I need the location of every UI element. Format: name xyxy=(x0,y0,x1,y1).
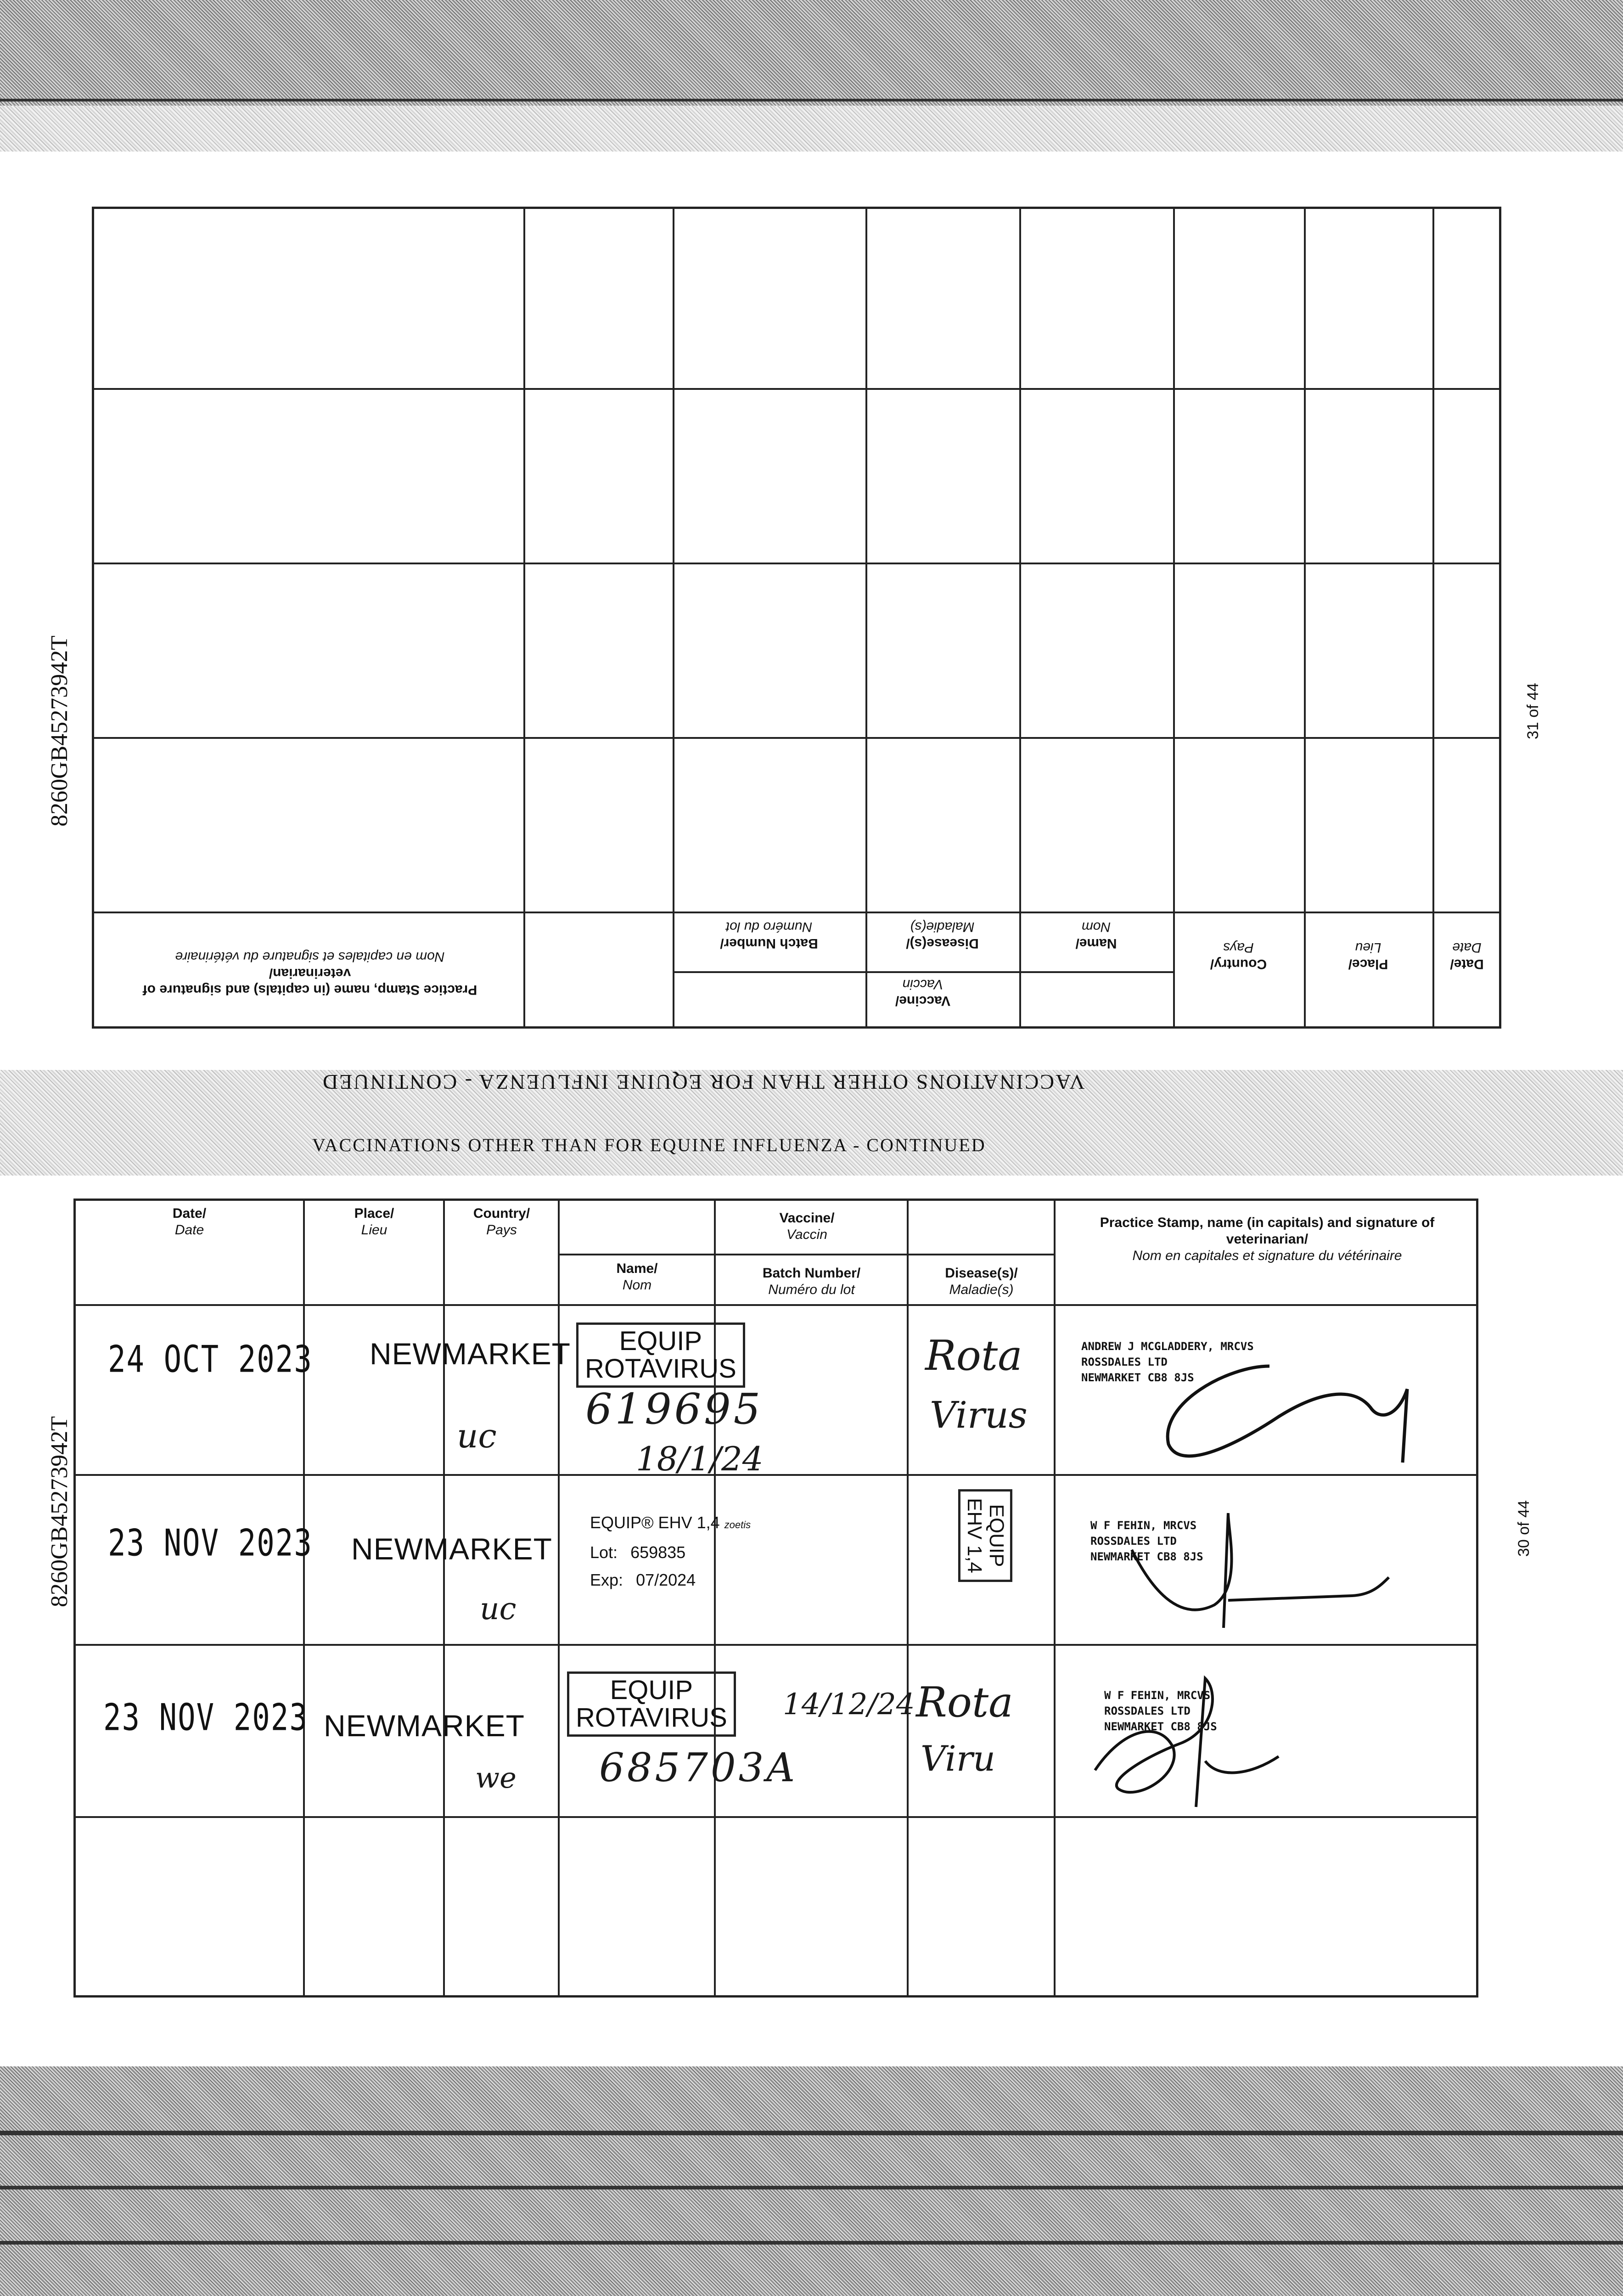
table-col-divider xyxy=(303,1201,305,1995)
header-practice-label: Practice Stamp, name (in capitals) and signature of veterinarian/ xyxy=(142,966,477,997)
row1-batch-number: 619695 xyxy=(585,1384,764,1434)
table-row-divider xyxy=(76,1816,1476,1818)
header-place xyxy=(1306,939,1430,972)
header-batch-label: Batch Number/ xyxy=(762,1266,861,1281)
header-date-label: Date/ xyxy=(1450,957,1484,972)
row3-vaccine-name-line1: EQUIP xyxy=(610,1675,693,1705)
scan-line xyxy=(0,99,1623,101)
table-row-divider xyxy=(94,563,1499,564)
row1-disease-line2: Virus xyxy=(930,1394,1028,1436)
header-vaccine-label: Vaccine/ xyxy=(895,993,951,1008)
row1-vaccine-name-stamp xyxy=(576,1322,745,1388)
row1-vet-signature xyxy=(1077,1339,1453,1476)
scan-line xyxy=(0,2186,1623,2189)
row2-vaccine-name xyxy=(590,1513,751,1532)
table-row-divider xyxy=(76,1644,1476,1646)
table-row-divider xyxy=(94,388,1499,390)
row1-date-stamp: 24 OCT 2023 xyxy=(108,1339,313,1381)
row3-date-stamp: 23 NOV 2023 xyxy=(103,1697,308,1739)
header-disease xyxy=(909,1265,1054,1298)
header-place-label: Place/ xyxy=(1348,957,1388,972)
header-date xyxy=(76,1205,303,1238)
row2-exp xyxy=(590,1570,696,1590)
row3-disease-line1: Rota xyxy=(916,1678,1013,1727)
document-id-bottom: 8260GB45273942T xyxy=(46,1416,73,1607)
page-number-bottom: 30 of 44 xyxy=(1515,1500,1533,1557)
table-row-divider xyxy=(94,737,1499,739)
row3-vet-stamp-line1: W F FEHIN, MRCVS xyxy=(1104,1689,1211,1702)
header-practice xyxy=(1058,1215,1476,1264)
header-batch xyxy=(716,1265,907,1298)
header-disease xyxy=(868,918,1017,951)
row2-vet-signature xyxy=(1077,1495,1444,1642)
bottom-vaccination-table xyxy=(73,1199,1478,1998)
section-title-upside-down: VACCINATIONS OTHER THAN FOR EQUINE INFLUENZA - CONTINUED xyxy=(321,1070,1085,1094)
table-col-divider xyxy=(523,209,525,1026)
table-col-divider xyxy=(907,1201,909,1995)
row1-vet-stamp-line2: ROSSDALES LTD xyxy=(1081,1356,1168,1368)
header-name-label: Name/ xyxy=(1075,936,1117,951)
top-vaccination-table xyxy=(92,207,1501,1029)
row2-disease-stamp xyxy=(958,1489,1012,1582)
row2-exp-label: Exp: xyxy=(590,1570,623,1589)
table-row-divider xyxy=(94,912,1499,913)
header-practice-fr: Nom en capitales et signature du vétérinaire xyxy=(1132,1248,1402,1263)
row2-disease-stamp-line1: EQUIP xyxy=(985,1504,1008,1567)
document-id-top: 8260GB45273942T xyxy=(46,636,73,827)
table-subheader-divider xyxy=(673,971,1173,973)
row1-disease-line1: Rota xyxy=(925,1332,1022,1380)
header-batch xyxy=(675,918,863,951)
header-country-label: Country/ xyxy=(1210,957,1267,972)
row3-vet-stamp-line3: NEWMARKET CB8 8JS xyxy=(1104,1720,1217,1733)
row3-disease-line2: Viru xyxy=(921,1738,996,1779)
table-col-divider xyxy=(673,209,674,1026)
row3-place-note: we xyxy=(475,1761,517,1795)
header-disease-fr: Maladie(s) xyxy=(949,1282,1014,1297)
table-row-divider xyxy=(76,1304,1476,1306)
row3-batch-number: 685703A xyxy=(599,1745,798,1791)
header-practice-fr: Nom en capitales et signature du vétérinaire xyxy=(175,949,445,964)
table-col-divider xyxy=(1054,1201,1056,1995)
table-col-divider xyxy=(714,1201,716,1995)
header-name-label: Name/ xyxy=(616,1261,658,1276)
header-date-fr: Date xyxy=(174,1222,204,1238)
header-name-fr: Nom xyxy=(622,1277,652,1293)
row2-vet-stamp-line2: ROSSDALES LTD xyxy=(1090,1535,1177,1548)
scan-line xyxy=(0,2241,1623,2245)
header-place-fr: Lieu xyxy=(361,1222,387,1238)
row2-place-stamp: NEWMARKET xyxy=(351,1532,552,1566)
row2-place-note: uc xyxy=(480,1591,517,1626)
header-country-label: Country/ xyxy=(473,1206,530,1221)
header-country-fr: Pays xyxy=(1223,940,1254,955)
header-practice-label: Practice Stamp, name (in capitals) and signature of veterinarian/ xyxy=(1100,1215,1435,1247)
table-col-divider xyxy=(865,209,867,1026)
header-batch-fr: Numéro du lot xyxy=(768,1282,855,1297)
header-name xyxy=(1022,918,1171,951)
table-col-divider xyxy=(1432,209,1434,1026)
row1-vet-stamp-line1: ANDREW J MCGLADDERY, MRCVS xyxy=(1081,1340,1254,1353)
header-date-label: Date/ xyxy=(172,1206,207,1221)
table-subheader-divider xyxy=(558,1254,1054,1255)
table-col-divider xyxy=(1019,209,1021,1026)
row1-place-stamp: NEWMARKET xyxy=(370,1337,571,1371)
row3-vaccine-name-stamp xyxy=(567,1671,736,1737)
row1-place-note: uc xyxy=(457,1417,497,1455)
table-col-divider xyxy=(1304,209,1306,1026)
row2-lot xyxy=(590,1543,685,1562)
row2-lot-label: Lot: xyxy=(590,1543,618,1562)
scan-line xyxy=(0,2131,1623,2135)
header-disease-label: Disease(s)/ xyxy=(945,1266,1018,1281)
header-vaccine xyxy=(675,976,1171,1009)
page-number-top: 31 of 44 xyxy=(1524,683,1542,739)
section-title: VACCINATIONS OTHER THAN FOR EQUINE INFLUENZA - CONTINUED xyxy=(312,1135,986,1155)
header-disease-fr: Maladie(s) xyxy=(910,919,975,934)
row1-vaccine-name-line2: ROTAVIRUS xyxy=(585,1354,736,1384)
header-place-label: Place/ xyxy=(354,1206,394,1221)
row3-vet-stamp-line2: ROSSDALES LTD xyxy=(1104,1705,1191,1717)
row3-place-stamp: NEWMARKET xyxy=(324,1709,525,1743)
header-practice xyxy=(112,948,507,998)
row2-exp-value: 07/2024 xyxy=(636,1570,696,1589)
header-batch-fr: Numéro du lot xyxy=(725,919,813,934)
header-date xyxy=(1435,939,1499,972)
table-col-divider xyxy=(558,1201,560,1995)
scan-artifact-bottom xyxy=(0,2066,1623,2296)
header-vaccine-fr: Vaccin xyxy=(786,1227,827,1242)
row3-vaccine-name-line2: ROTAVIRUS xyxy=(576,1703,727,1733)
header-country xyxy=(445,1205,558,1238)
row1-vet-stamp-line3: NEWMARKET CB8 8JS xyxy=(1081,1371,1194,1384)
row2-lot-value: 659835 xyxy=(630,1543,686,1562)
scan-artifact-top xyxy=(0,0,1623,106)
header-place xyxy=(305,1205,443,1238)
header-name-fr: Nom xyxy=(1081,919,1111,934)
header-vaccine-fr: Vaccin xyxy=(902,977,943,992)
row3-vet-signature xyxy=(1067,1665,1389,1816)
row1-batch-expiry: 18/1/24 xyxy=(636,1440,764,1478)
header-name xyxy=(560,1261,714,1294)
row1-vaccine-name-line1: EQUIP xyxy=(619,1326,702,1356)
table-col-divider xyxy=(1173,209,1175,1026)
header-country-fr: Pays xyxy=(486,1222,517,1238)
header-batch-label: Batch Number/ xyxy=(720,936,818,951)
row2-vaccine-maker: zoetis xyxy=(724,1519,751,1531)
header-date-fr: Date xyxy=(1452,940,1482,955)
row2-vaccine-name-text: EQUIP® EHV 1,4 xyxy=(590,1513,720,1532)
header-vaccine xyxy=(560,1210,1054,1243)
header-vaccine-label: Vaccine/ xyxy=(779,1210,835,1226)
table-col-divider xyxy=(443,1201,445,1995)
row2-vet-stamp-line3: NEWMARKET CB8 8JS xyxy=(1090,1550,1203,1563)
row2-vet-stamp-line1: W F FEHIN, MRCVS xyxy=(1090,1519,1197,1532)
header-place-fr: Lieu xyxy=(1355,940,1382,955)
scan-artifact-top-edge xyxy=(0,106,1623,152)
row3-batch-date: 14/12/24 xyxy=(783,1688,915,1722)
header-country xyxy=(1175,939,1302,972)
row2-disease-stamp-line2: EHV 1,4 xyxy=(963,1498,986,1573)
row2-date-stamp: 23 NOV 2023 xyxy=(108,1522,313,1565)
header-disease-label: Disease(s)/ xyxy=(906,936,979,951)
